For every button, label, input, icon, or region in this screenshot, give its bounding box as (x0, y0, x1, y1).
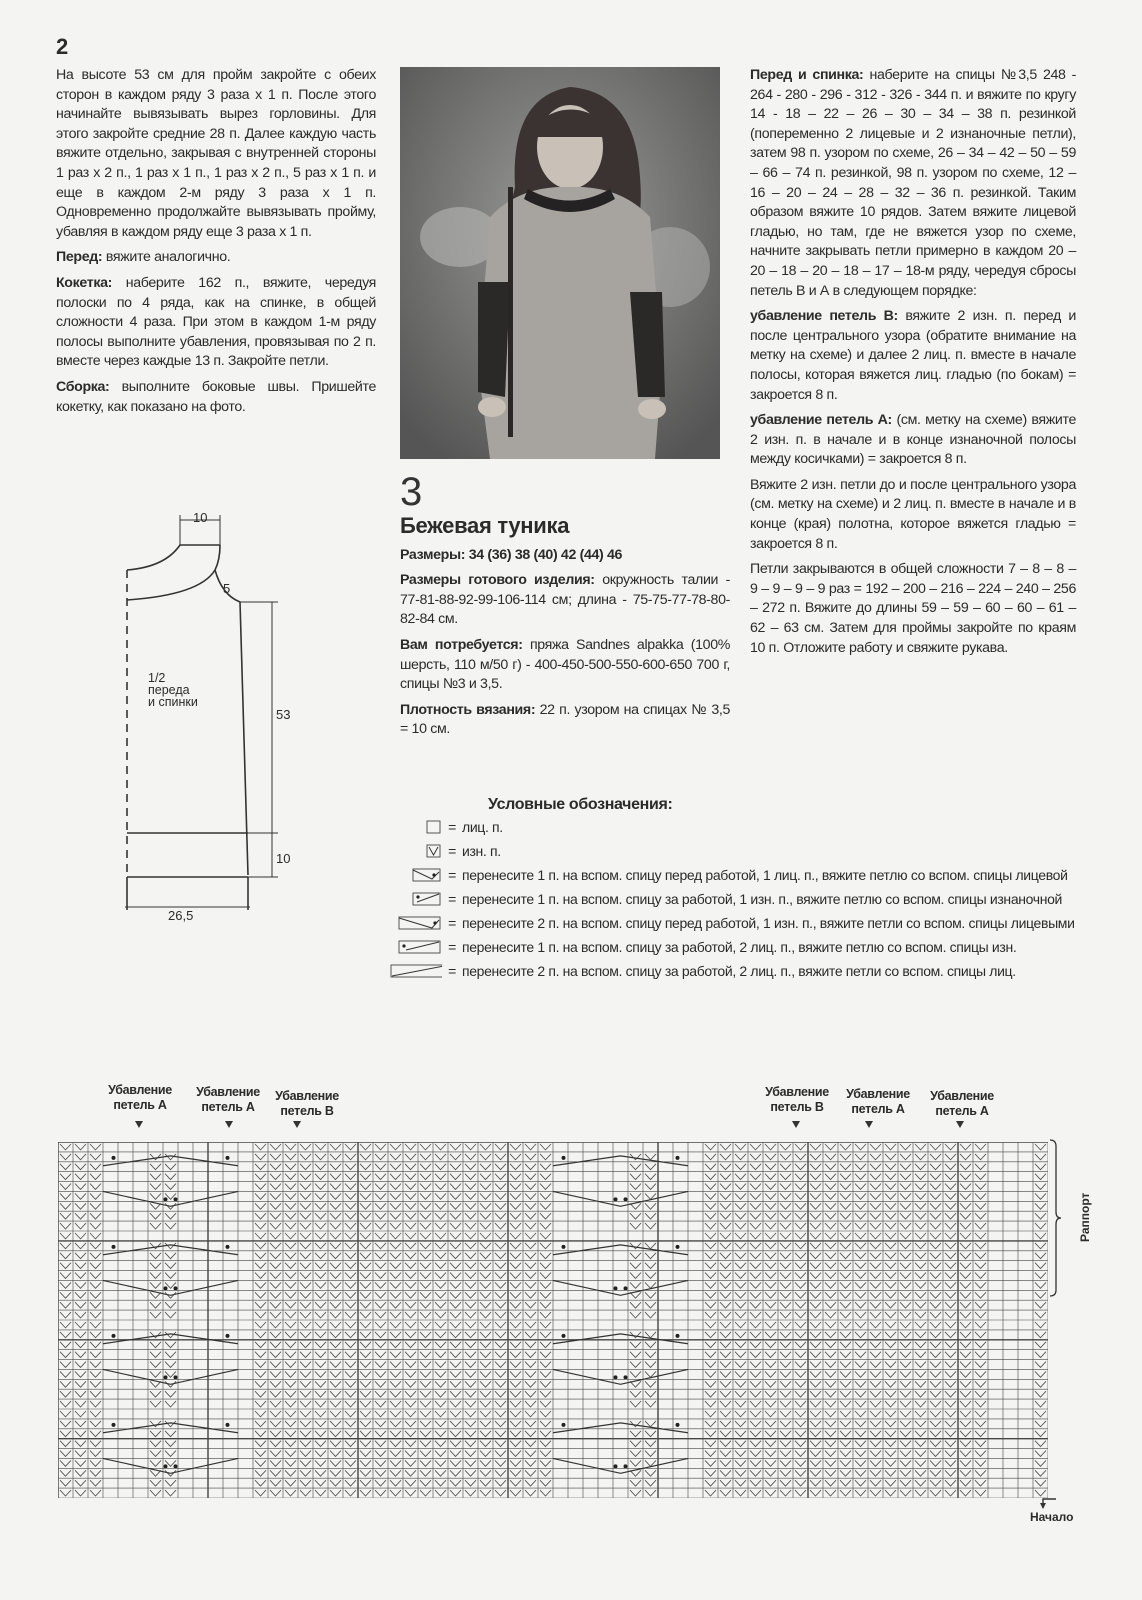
marker-arrow-icon (792, 1121, 800, 1128)
finished-size-paragraph (400, 571, 730, 630)
legend-item-text: перенесите 2 п. на вспом. спицу за работой, 2 лиц. п., вяжите петли со вспом. спицы лиц. (462, 963, 1016, 979)
materials-label: Вам потребуется: (400, 636, 523, 653)
right-column (750, 66, 1076, 664)
marker-line2: петель В (280, 1104, 334, 1118)
piece-label (148, 672, 198, 708)
legend-item-text: изн. п. (462, 843, 501, 859)
model-photo (400, 67, 720, 459)
repeat-label: Раппорт (1078, 1192, 1092, 1242)
marker-arrow-icon (225, 1121, 233, 1128)
legend-item (390, 962, 1090, 981)
legend-item (390, 890, 1090, 909)
decrease-marker-label (95, 1083, 185, 1113)
body-paragraph (750, 66, 1076, 301)
marker-line1: Убавление (196, 1085, 260, 1099)
decrease-a-paragraph (750, 411, 1076, 470)
yoke-label: Кокетка: (56, 274, 112, 291)
front-label: Перед: (56, 249, 103, 266)
decrease-marker-label (752, 1085, 842, 1115)
legend-item (390, 914, 1090, 933)
equals-sign: = (448, 819, 456, 835)
decrease-a-label: убавление петель А: (750, 412, 892, 429)
purl-stitch-icon (390, 842, 442, 861)
legend-item (390, 938, 1090, 957)
decrease-b-paragraph (750, 307, 1076, 405)
decrease-marker-label (183, 1085, 273, 1115)
symbol-legend (390, 795, 1090, 986)
front-paragraph (56, 248, 376, 268)
cable-2-back-2knit-icon (390, 962, 442, 981)
yoke-text: наберите 162 п., вяжите, чередуя полоски по 4 ряда, как на спинке, в общей сложности 4 раза. При этом в каждом 1-м ряду полосы выполните убавления, провязывая по 2 п. вместе через каждые 13 п. Закройте петли. (56, 274, 376, 370)
dim-height: 53 (276, 707, 291, 722)
legend-item (390, 842, 1090, 861)
dim-width: 26,5 (168, 908, 194, 923)
equals-sign: = (448, 867, 456, 883)
body-label: Перед и спинка: (750, 67, 864, 83)
decrease-marker-label (833, 1087, 923, 1117)
marker-line2: петель А (113, 1098, 167, 1112)
chart-grid (58, 1142, 1048, 1498)
dim-armhole: 5 (223, 581, 231, 596)
decrease-b-text: вяжите 2 изн. п. перед и после центрального узора (обратите внимание на метку на схеме) и далее 2 лиц. п. вместе в начале полосы, которая вяжется лиц. гладью (по бокам) = закроется 8 п. (750, 308, 1076, 403)
legend-item (390, 818, 1090, 837)
gauge-paragraph (400, 701, 730, 740)
equals-sign: = (448, 939, 456, 955)
marker-line2: петель А (851, 1102, 905, 1116)
equals-sign: = (448, 891, 456, 907)
piece-label-fraction: 1/2 (148, 671, 166, 685)
body-text: наберите на спицы №3,5 248 - 264 - 280 - 296 - 312 - 326 - 344 п. и вяжите по кругу 14 - 18 – 22 – 26 – 30 – 34 – 38 п. резинкой (попеременно 2 лицевые и 2 изнаночные петли), затем 98 п. узором по схеме, 26 – 34 – 42 – 50 – 59 – 66 – 74 п. резинкой, 98 п. узором по схеме, 12 – 16 – 20 – 24 – 28 – 32 – 36 п. резинкой. Таким образом вяжите 10 рядов. Затем вяжите лицевой гладью, но там, где не вяжется узор по схеме, начните закрывать петли примерно в каждом 20 – 20 – 18 – 20 – 18 – 17 – 18-м ряду, чередуя сбросы петель В и А в следующем порядке: (750, 67, 1077, 299)
legend-item-text: лиц. п. (462, 819, 503, 835)
marker-arrow-icon (135, 1121, 143, 1128)
gauge-text: 22 п. узором на спицах № 3,5 = 10 см. (400, 701, 730, 738)
equals-sign: = (448, 915, 456, 931)
sizes-label: Размеры: 34 (36) 38 (40) 42 (44) 46 (400, 546, 623, 563)
legend-item-text: перенесите 1 п. на вспом. спицу перед работой, 1 лиц. п., вяжите петлю со вспом. спицы лицевой (462, 867, 1068, 883)
legend-title: Условные обозначения: (488, 796, 673, 813)
assembly-text: выполните боковые швы. Пришейте кокетку, как показано на фото. (56, 378, 377, 415)
dim-hem: 10 (276, 851, 291, 866)
assembly-paragraph (56, 378, 376, 417)
piece-label-line3: и спинки (148, 695, 198, 709)
finished-text: окружность талии - 77-81-88-92-99-106-114 см; длина - 75-75-77-78-80-82-84 см. (400, 572, 730, 628)
neckline-instructions: На высоте 53 см для пройм закройте с обеих сторон в каждом ряду 3 раза х 1 п. После этого начинайте вывязывать вырез горловины. Для этого закройте средние 28 п. Далее каждую часть вяжите отдельно, закрывая с внутренней стороны 1 раз х 2 п., 1 раз х 1 п., 1 раз х 2 п., 5 раз х 1 п. и еще в каждом 2-м ряду 3 раза х 1 п. Одновременно продолжайте вывязывать пройму, убавляя в каждом ряду еще 3 раза х 1 п. (56, 67, 376, 240)
legend-item-text: перенесите 1 п. на вспом. спицу за работой, 2 лиц. п., вяжите петлю со вспом. спицы изн. (462, 939, 1017, 955)
marker-line2: петель А (935, 1104, 989, 1118)
legend-item-text: перенесите 2 п. на вспом. спицу перед работой, 1 изн. п., вяжите петли со вспом. спицы лицевыми (462, 915, 1075, 931)
center-pattern-paragraph: Вяжите 2 изн. петли до и после центрального узора (см. метку на схеме) и 2 лиц. п. вместе в начале и в конце (края) полотна, которое вяжется гладью = закроется 8 п. (750, 476, 1076, 552)
sizes-line (400, 546, 730, 566)
finished-label: Размеры готового изделия: (400, 572, 595, 589)
marker-line1: Убавление (930, 1089, 994, 1103)
total-decrease-paragraph: Петли закрываются в общей сложности 7 – 8 – 8 – 9 – 9 – 9 – 9 раз = 192 – 200 – 216 – 224 – 240 – 256 – 272 п. Вяжите до длины 59 – 59 – 60 – 60 – 61 – 62 – 63 см. Затем для проймы закройте по краям 10 п. Отложите работу и свяжите рукава. (750, 561, 1076, 656)
yoke-paragraph (56, 274, 376, 372)
marker-line1: Убавление (108, 1083, 172, 1097)
marker-arrow-icon (865, 1121, 873, 1128)
assembly-label: Сборка: (56, 378, 110, 395)
left-column (56, 34, 376, 423)
decrease-a-text: (см. метку на схеме) вяжите 2 изн. п. в начале и в конце изнаночной полосы между косичками) = закроется 8 п. (750, 412, 1077, 468)
piece-label-line2: переда (148, 683, 190, 697)
equals-sign: = (448, 843, 456, 859)
equals-sign: = (448, 963, 456, 979)
gauge-label: Плотность вязания: (400, 701, 536, 718)
project-header (400, 472, 730, 746)
cable-1-back-purl-icon (390, 890, 442, 909)
repeat-bracket-icon (1048, 1138, 1062, 1298)
materials-paragraph (400, 636, 730, 695)
decrease-marker-label (262, 1089, 352, 1119)
decrease-marker-label (917, 1089, 1007, 1119)
cable-2-front-purl-icon (390, 914, 442, 933)
decrease-b-label: убавление петель В: (750, 308, 898, 325)
cable-1-front-knit-icon (390, 866, 442, 885)
knit-stitch-icon (390, 818, 442, 837)
project-title: Бежевая туника (400, 513, 570, 538)
marker-line1: Убавление (846, 1087, 910, 1101)
project-number: 3 (400, 470, 422, 514)
legend-item (390, 866, 1090, 885)
marker-arrow-icon (293, 1121, 301, 1128)
section-number: 2 (56, 34, 68, 59)
schematic-drawing (120, 515, 290, 925)
knitting-chart (58, 1142, 1048, 1503)
start-label: Начало (1030, 1510, 1074, 1524)
garment-schematic (120, 510, 291, 930)
marker-line1: Убавление (765, 1085, 829, 1099)
materials-text: пряжа Sandnes alpakka (100% шерсть, 110 м/50 г) - 400-450-500-550-600-650 700 г, спицы №3 и 3,5. (400, 636, 730, 693)
marker-arrow-icon (956, 1121, 964, 1128)
marker-line1: Убавление (275, 1089, 339, 1103)
dim-neck: 10 (193, 510, 208, 525)
start-arrow-icon (1040, 1496, 1060, 1510)
marker-line2: петель В (770, 1100, 824, 1114)
legend-item-text: перенесите 1 п. на вспом. спицу за работой, 1 изн. п., вяжите петлю со вспом. спицы изнаночной (462, 891, 1062, 907)
cable-1-back-2knit-icon (390, 938, 442, 957)
front-text: вяжите аналогично. (105, 249, 231, 266)
marker-line2: петель А (201, 1100, 255, 1114)
photo-image (400, 67, 720, 459)
